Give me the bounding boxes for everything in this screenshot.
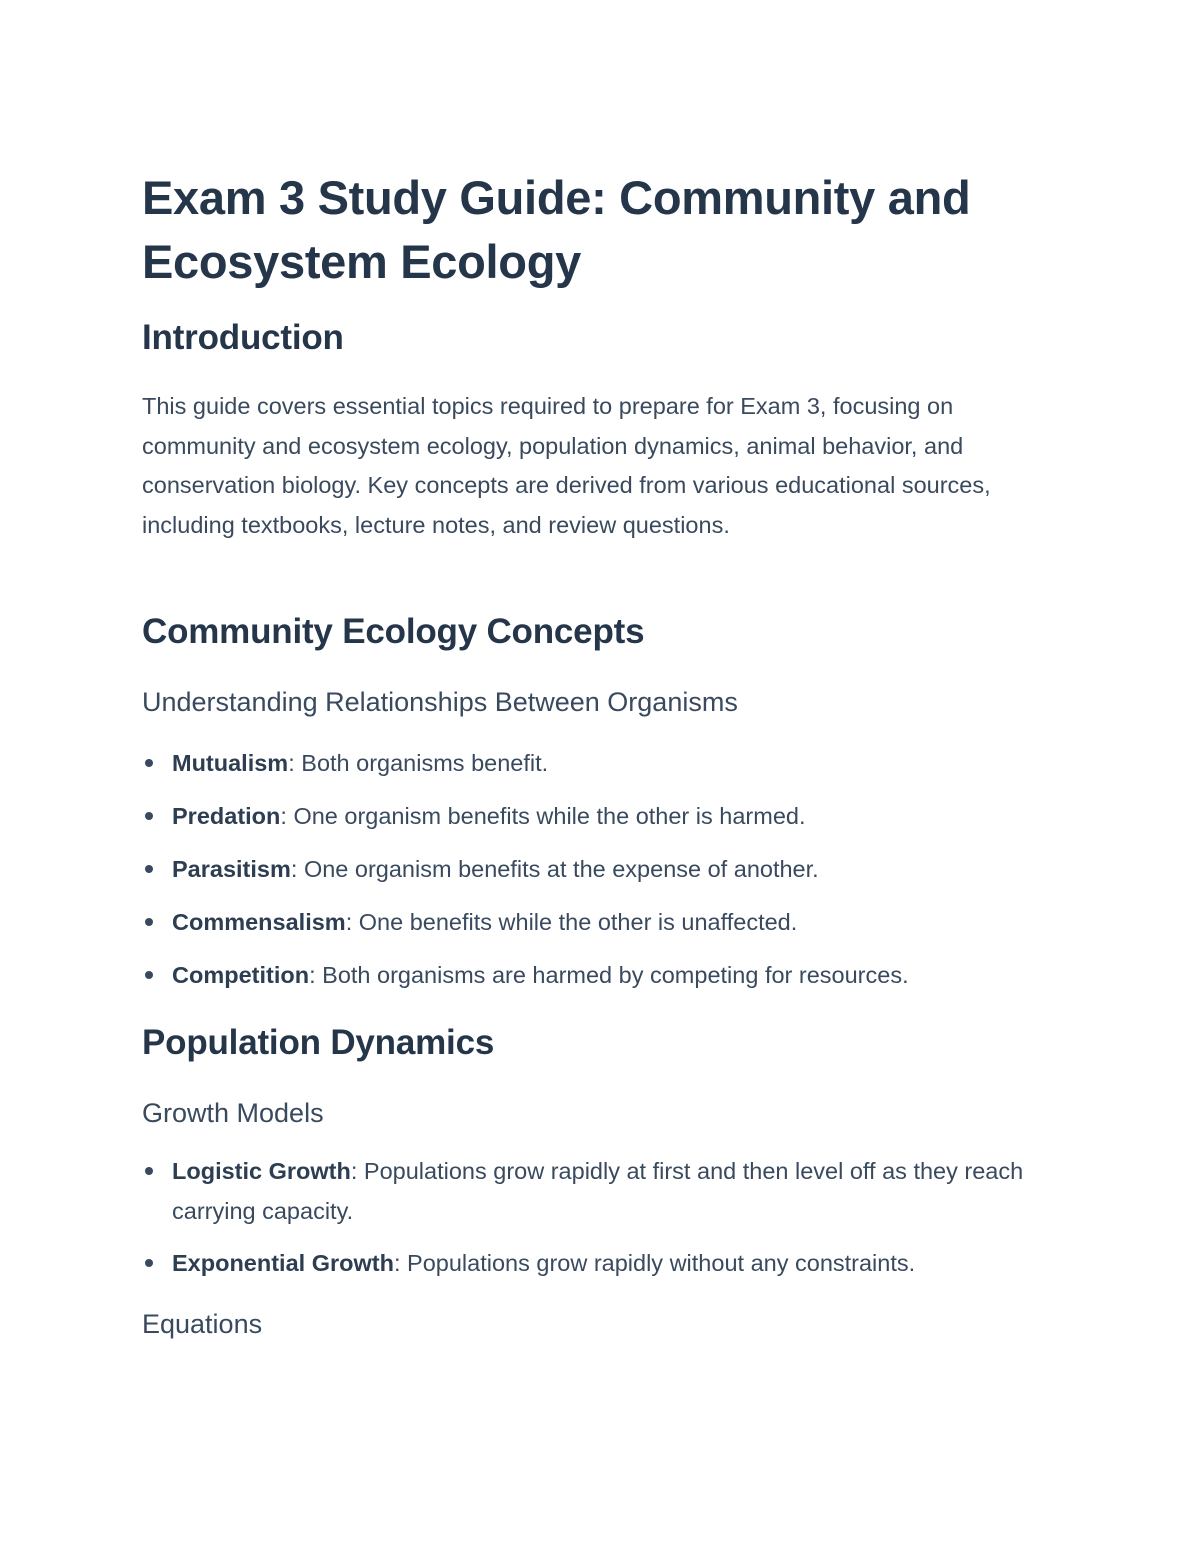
term-description: Populations grow rapidly without any constraints. <box>400 1250 916 1276</box>
heading-population-dynamics: Population Dynamics <box>142 1023 495 1062</box>
bullet-icon <box>145 812 153 820</box>
term-logistic-growth: Logistic Growth <box>172 1158 351 1184</box>
term-mutualism: Mutualism <box>172 750 289 776</box>
term-description: One organism benefits while the other is harmed. <box>286 803 806 829</box>
bullet-icon <box>145 918 153 926</box>
term-separator: : <box>290 856 298 882</box>
term-parasitism: Parasitism <box>172 856 291 882</box>
list-item <box>142 1243 1062 1283</box>
subheading-growth-models: Growth Models <box>142 1098 324 1128</box>
term-separator: : <box>288 750 295 776</box>
subheading-relationships: Understanding Relationships Between Organisms <box>142 687 738 717</box>
term-predation: Predation <box>172 803 281 829</box>
term-separator: : <box>393 1250 401 1276</box>
bullet-icon <box>145 759 153 767</box>
term-description: One organism benefits at the expense of another. <box>297 856 819 882</box>
term-separator: : <box>309 962 316 988</box>
term-separator: : <box>280 803 287 829</box>
term-description: Both organisms are harmed by competing for resources. <box>315 962 909 988</box>
relationships-list <box>142 743 1062 1008</box>
list-item <box>142 955 1062 995</box>
list-item <box>142 902 1062 942</box>
term-separator: : <box>345 909 353 935</box>
list-item <box>142 796 1062 836</box>
list-item <box>142 849 1062 889</box>
bullet-icon <box>145 1167 153 1175</box>
term-description: One benefits while the other is unaffected. <box>352 909 798 935</box>
bullet-icon <box>145 971 153 979</box>
document-title: Exam 3 Study Guide: Community and Ecosystem Ecology <box>142 171 971 288</box>
subheading-equations: Equations <box>142 1309 263 1339</box>
growth-models-list <box>142 1151 1062 1295</box>
list-item <box>142 1151 1062 1231</box>
term-description: Populations grow rapidly at first and then level off as they reach carrying capacity. <box>172 1158 1024 1224</box>
term-commensalism: Commensalism <box>172 909 346 935</box>
bullet-icon <box>145 1259 153 1267</box>
list-item <box>142 743 1062 783</box>
heading-community-ecology: Community Ecology Concepts <box>142 612 645 651</box>
term-separator: : <box>350 1158 358 1184</box>
term-competition: Competition <box>172 962 310 988</box>
term-exponential-growth: Exponential Growth <box>172 1250 394 1276</box>
bullet-icon <box>145 865 153 873</box>
term-description: Both organisms benefit. <box>294 750 549 776</box>
introduction-paragraph: This guide covers essential topics required to prepare for Exam 3, focusing on community and ecosystem ecology, population dynamics, animal behavior, and conservation biology. Key concepts are derived from various educational sources, including textbooks, lecture notes, and review questions. <box>142 393 991 538</box>
heading-introduction: Introduction <box>142 318 344 357</box>
